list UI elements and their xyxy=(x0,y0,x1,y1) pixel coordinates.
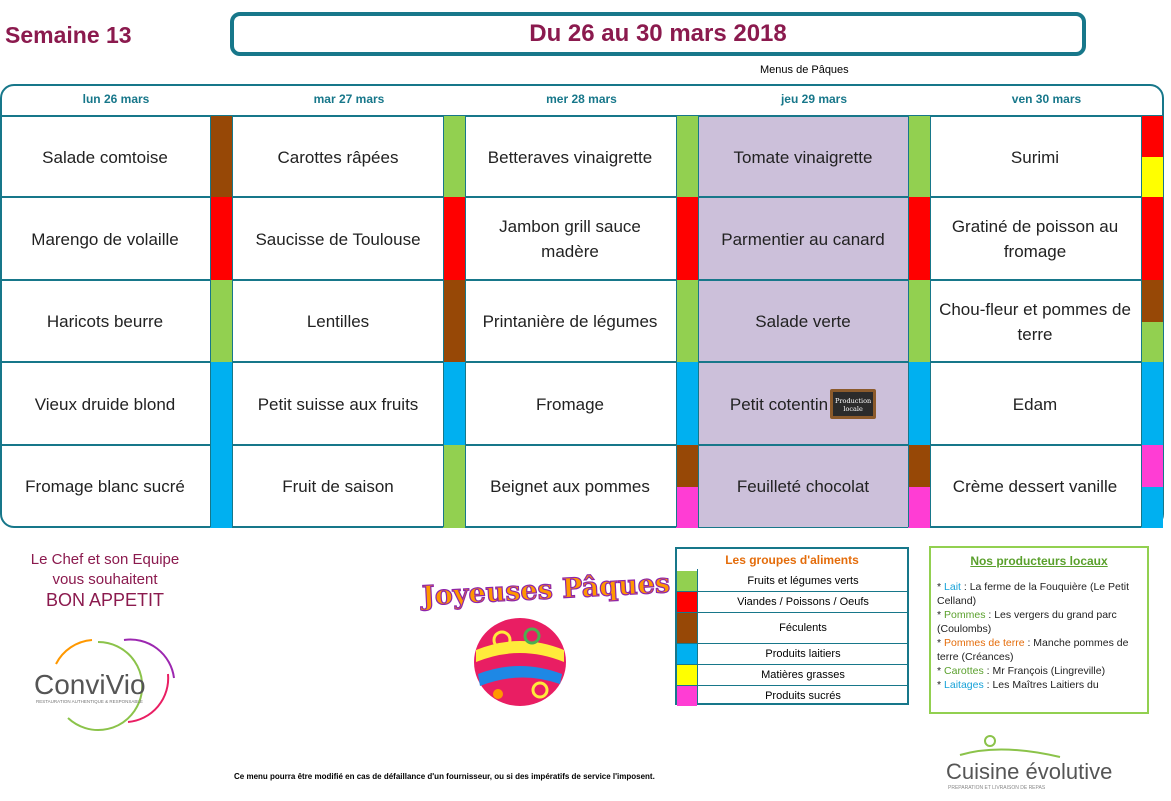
local-production-badge: Production locale xyxy=(830,389,876,419)
menu-item-text: Beignet aux pommes xyxy=(490,477,650,496)
food-group-bar xyxy=(1141,362,1163,446)
cuisine-wordmark: Cuisine évolutive xyxy=(946,759,1113,784)
day-header: mar 27 mars xyxy=(313,92,385,106)
menu-cell xyxy=(698,281,908,362)
local-producers-title: Nos producteurs locaux xyxy=(970,554,1108,568)
food-group-bar xyxy=(210,445,232,528)
producer-name: : Les vergers du grand parc (Coulombs) xyxy=(937,609,1117,635)
food-group-bar xyxy=(676,445,698,487)
menu-cell xyxy=(698,117,908,197)
food-group-swatch xyxy=(677,592,697,612)
food-group-bar xyxy=(908,116,930,198)
menu-item-text: Feuilleté chocolat xyxy=(736,477,870,496)
menu-item-text: Haricots beurre xyxy=(46,312,164,331)
menu-item-text: Marengo de volaille xyxy=(31,229,179,249)
menu-item-text: Tomate vinaigrette xyxy=(733,147,873,167)
menu-cell xyxy=(233,281,443,362)
food-group-label: Féculents xyxy=(779,621,827,634)
food-group-bar xyxy=(210,116,232,198)
column-divider xyxy=(676,115,677,527)
menu-cell xyxy=(465,281,675,362)
food-group-bar xyxy=(443,362,465,446)
menu-cell xyxy=(0,117,210,197)
menu-cell xyxy=(465,198,675,280)
producer-name: : Mr François (Lingreville) xyxy=(983,665,1106,677)
food-group-swatch xyxy=(677,571,697,591)
menu-cell xyxy=(0,281,210,362)
food-group-row xyxy=(677,644,907,664)
food-group-bar xyxy=(676,197,698,281)
menu-item-text: Jambon grill sauce madère xyxy=(499,217,641,261)
food-group-bar xyxy=(908,280,930,363)
producer-product: Lait xyxy=(944,581,961,593)
food-group-bar xyxy=(676,362,698,446)
column-divider xyxy=(908,115,909,527)
easter-wordmark: Joyeuses Pâques xyxy=(421,568,671,613)
day-header: jeu 29 mars xyxy=(780,92,848,106)
menu-cell xyxy=(930,446,1140,527)
menu-cell xyxy=(465,363,675,445)
food-group-bar xyxy=(676,280,698,363)
menu-cell xyxy=(0,198,210,280)
week-label: Semaine 13 xyxy=(5,22,132,48)
food-groups-title: Les groupes d'aliments xyxy=(725,553,859,567)
food-group-swatch xyxy=(677,686,697,706)
food-group-bar xyxy=(443,197,465,281)
menu-item-text: Lentilles xyxy=(306,312,370,331)
menu-item-text: Printanière de légumes xyxy=(482,312,658,331)
menu-item-text: Fromage xyxy=(535,394,605,414)
food-group-row xyxy=(677,592,907,612)
convivio-tagline: RESTAURATION AUTHENTIQUE & RESPONSABLE xyxy=(36,699,143,704)
menu-cell xyxy=(233,446,443,527)
chef-greeting xyxy=(10,550,200,610)
menu-item-text: Gratiné de poisson au fromage xyxy=(951,217,1119,261)
cuisine-evolutive-logo xyxy=(940,733,1130,793)
food-group-row xyxy=(677,686,907,706)
food-group-bar xyxy=(908,197,930,281)
date-range-text: Du 26 au 30 mars 2018 xyxy=(529,20,787,47)
food-groups-legend xyxy=(675,547,909,705)
column-divider xyxy=(443,115,444,527)
menu-cell xyxy=(698,363,908,445)
producer-name: : Les Maîtres Laitiers du xyxy=(983,679,1099,691)
easter-egg-logo xyxy=(420,562,671,712)
food-group-label: Viandes / Poissons / Oeufs xyxy=(737,595,869,608)
menu-cell xyxy=(930,281,1140,362)
day-header: ven 30 mars xyxy=(1011,92,1082,106)
food-group-bar xyxy=(210,362,232,446)
column-divider xyxy=(210,115,211,527)
column-divider xyxy=(698,115,699,527)
menu-item-text: Saucisse de Toulouse xyxy=(255,229,421,249)
food-group-label: Produits laitiers xyxy=(765,647,841,660)
chef-line-1: Le Chef et son Equipe xyxy=(30,551,180,568)
food-group-bar xyxy=(908,362,930,446)
menu-cell xyxy=(233,117,443,197)
menu-item-text: Carottes râpées xyxy=(277,147,399,167)
local-producers-box xyxy=(929,546,1149,714)
producer-product: Carottes xyxy=(944,665,984,677)
footer-disclaimer: Ce menu pourra être modifié en cas de défaillance d'un fournisseur, ou si des impératifs de service l'imposent. xyxy=(234,772,655,781)
food-group-bar xyxy=(676,487,698,529)
column-divider xyxy=(930,115,931,527)
menu-cell xyxy=(465,117,675,197)
food-group-swatch-divider xyxy=(697,569,698,703)
food-group-bar xyxy=(908,445,930,487)
menu-item-text: Vieux druide blond xyxy=(34,394,176,414)
menu-item-text: Salade verte xyxy=(755,312,851,331)
producer-item: * Pommes de terre : Manche pommes de terre (Créances) xyxy=(937,637,1129,663)
menu-cell xyxy=(0,446,210,527)
chef-line-3: BON APPETIT xyxy=(45,590,165,610)
cuisine-tagline: PREPARATION ET LIVRAISON DE REPAS xyxy=(948,785,1046,791)
producer-name: : Manche pommes de terre (Créances) xyxy=(937,637,1129,663)
food-group-bar xyxy=(1141,487,1163,529)
producer-name: : La ferme de la Fouquière (Le Petit Celland) xyxy=(937,581,1130,607)
menu-item-text: Petit suisse aux fruits xyxy=(257,394,419,414)
menu-cell xyxy=(698,446,908,527)
food-group-bar xyxy=(443,445,465,528)
menu-cell xyxy=(930,363,1140,445)
food-group-bar xyxy=(1141,116,1163,157)
food-group-bar xyxy=(1141,197,1163,281)
producer-product: Pommes xyxy=(944,609,986,621)
food-group-bar xyxy=(443,116,465,198)
column-divider xyxy=(465,115,466,527)
food-group-bar xyxy=(908,487,930,529)
producer-item: * Lait : La ferme de la Fouquière (Le Petit Celland) xyxy=(937,581,1130,607)
food-group-label: Produits sucrés xyxy=(765,689,841,702)
producer-product: Pommes de terre xyxy=(944,637,1025,649)
menu-cell xyxy=(698,198,908,280)
menu-subtitle: Menus de Pâques xyxy=(760,64,849,76)
menu-item-text: Chou-fleur et pommes de terre xyxy=(939,299,1131,344)
menu-item-text: Salade comtoise xyxy=(42,147,168,167)
food-group-bar xyxy=(1141,322,1163,364)
menu-item-text: Petit cotentin xyxy=(729,394,829,414)
menu-item-text: Surimi xyxy=(1010,147,1060,167)
food-group-bar xyxy=(1141,157,1163,198)
menu-cell xyxy=(465,446,675,527)
producer-item: * Laitages : Les Maîtres Laitiers du xyxy=(937,679,1099,691)
menu-cell xyxy=(0,363,210,445)
food-group-label: Fruits et légumes verts xyxy=(747,574,859,587)
menu-item-text: Fromage blanc sucré xyxy=(25,477,185,496)
food-group-label: Matières grasses xyxy=(761,668,845,681)
food-group-swatch xyxy=(677,665,697,685)
menu-item-text: Fruit de saison xyxy=(282,477,394,496)
column-divider xyxy=(1141,115,1142,527)
producer-item: * Carottes : Mr François (Lingreville) xyxy=(937,665,1106,677)
food-group-bar xyxy=(210,280,232,363)
menu-item-text: Edam xyxy=(1012,394,1058,414)
chef-line-2: vous souhaitent xyxy=(52,571,158,588)
menu-cell xyxy=(930,117,1140,197)
convivio-wordmark: ConviVio xyxy=(34,669,146,700)
menu-item-text: Parmentier au canard xyxy=(721,229,885,249)
menu-item-text: Betteraves vinaigrette xyxy=(487,147,653,167)
food-group-row xyxy=(677,571,907,591)
menu-cell xyxy=(233,198,443,280)
food-group-bar xyxy=(210,197,232,281)
menu-cell xyxy=(930,198,1140,280)
convivio-logo xyxy=(28,634,188,730)
menu-cell xyxy=(233,363,443,445)
menu-item-text: Crème dessert vanille xyxy=(952,477,1118,496)
day-header: mer 28 mars xyxy=(546,92,617,106)
producer-product: Laitages xyxy=(944,679,984,691)
day-header: lun 26 mars xyxy=(82,92,150,106)
producer-item: * Pommes : Les vergers du grand parc (Coulombs) xyxy=(937,609,1117,635)
food-group-row xyxy=(677,665,907,685)
food-group-bar xyxy=(1141,280,1163,322)
food-group-bar xyxy=(1141,445,1163,487)
food-group-row xyxy=(677,613,907,643)
food-group-swatch xyxy=(677,644,697,664)
food-group-swatch xyxy=(677,613,697,643)
food-group-bar xyxy=(676,116,698,198)
food-group-bar xyxy=(443,280,465,363)
column-divider xyxy=(232,115,233,527)
date-range-title xyxy=(230,12,1086,56)
